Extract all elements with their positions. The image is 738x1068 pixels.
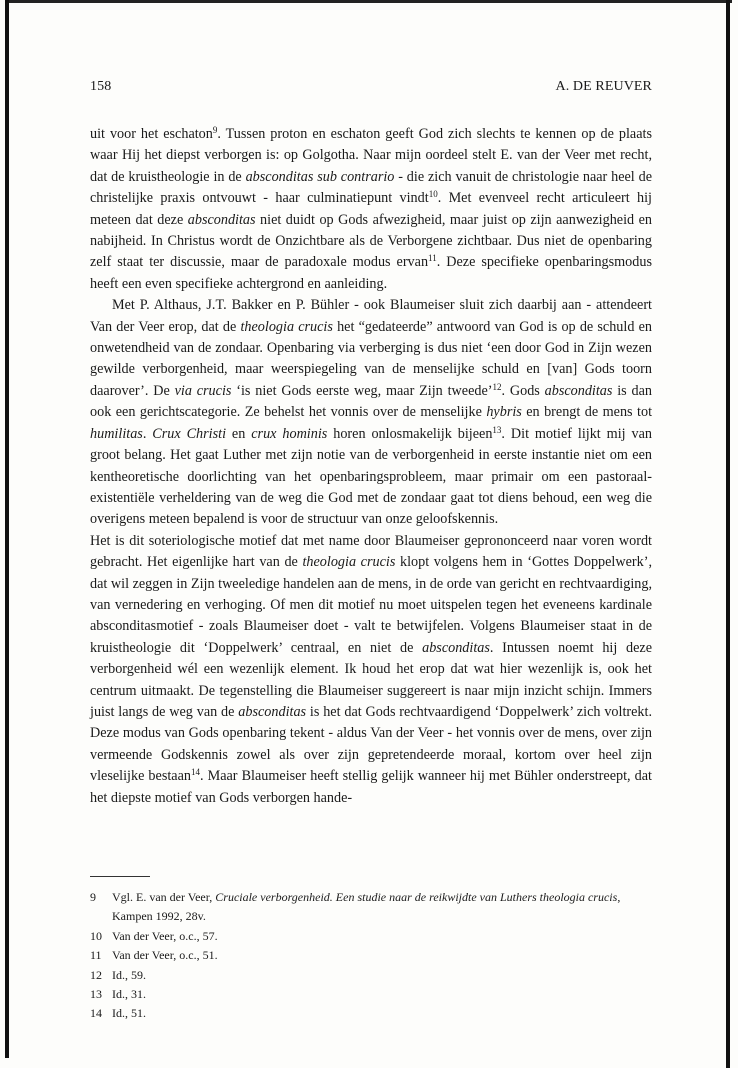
paragraph <box>90 531 652 809</box>
text-run: het “gedateerde” antwoord van God is op de schuld en onwetendheid van de zondaar. Openbaring via verberging is dus niet ‘een door God in Zijn wezen gewilde verborgenheid, maar weerspiegeling van de menselijke schuld en [van] Gods toorn daarover’. De <box>90 318 652 399</box>
running-head-author: A. DE REUVER <box>555 79 652 94</box>
footnote <box>90 985 652 1004</box>
footnote <box>90 888 652 927</box>
text-run: is dan ook een gerichtscategorie. Ze behelst het vonnis over de menselijke <box>90 382 652 421</box>
text-run: . Gods <box>501 382 545 399</box>
footnote-rule <box>90 876 150 877</box>
text-run: ‘is niet Gods eerste weg, maar Zijn tweede’ <box>231 382 493 399</box>
text-run: Id., 51. <box>112 1006 146 1021</box>
footnote-ref: 13 <box>492 424 502 435</box>
footnote-number: 14 <box>90 1006 102 1021</box>
footnote <box>90 1004 652 1023</box>
text-run: klopt volgens hem in ‘Gottes Doppelwerk’, dat wil zeggen in Zijn tweeledige handelen aan de mens, in de orde van gericht en rechtvaardiging, van vernedering en verhoging. Of men dit motief nu moet uitspelen tegen het eveneens kardinale absconditasmotief - zoals Blaumeiser doet - valt te betwijfelen. Volgens Blaumeiser staat in de kruistheologie dit ‘Doppelwerk’ centraal, en niet de <box>90 554 652 656</box>
text-run: horen onlosmakelijk bijeen <box>327 425 493 442</box>
footnote <box>90 966 652 985</box>
text-run: - die zich vanuit de christologie naar heel de christelijke praxis ontvouwt - haar culminatiepunt vindt <box>90 168 652 207</box>
footnote-text <box>112 1006 146 1020</box>
text-run: Het is dit soteriologische motief dat met name door Blaumeiser geprononceerd naar voren wordt gebracht. Het eigenlijke hart van de <box>90 532 652 571</box>
scan-right-border <box>726 0 730 1068</box>
text-run: uit voor het eschaton <box>90 126 213 142</box>
footnote-text <box>112 948 218 962</box>
text-run: . Met evenveel recht articuleert hij meteen dat deze <box>90 190 652 228</box>
footnote-ref: 12 <box>492 381 502 392</box>
text-run: en brengt de mens tot <box>521 404 653 421</box>
text-run: . Intussen noemt hij deze verborgenheid wél een wezenlijk element. Ik houd het erop dat wat hier wezenlijk is, ook het centrum uitmaakt. De tegenstelling die Blaumeiser suggereert is naar mijn inzicht schijn. Immers juist langs de weg van de <box>90 639 652 720</box>
footnote-text <box>112 987 146 1001</box>
footnote-text <box>112 929 218 943</box>
footnote <box>90 927 652 946</box>
text-run: Vgl. E. van der Veer, <box>112 890 216 904</box>
paragraph <box>90 124 652 295</box>
italic-term: Cruciale verborgenheid. Een studie naar de reikwijdte van Luthers theologia crucis <box>215 890 618 904</box>
text-run: . Dit motief lijkt mij van groot belang. Het gaat Luther met zijn notie van de verborgenheid in eerste instantie niet om een kentheoretische doorlichting van het openbaringsprobleem, maar primair om een pastoraal-existentiële verheldering van de weg die God met de zondaar gaat tot diens behoud, een weg die overigens meteen bepalend is voor de structuur van onze geloofskennis. <box>90 425 652 528</box>
italic-term: humilitas <box>90 425 143 442</box>
text-run: . Deze specifieke openbaringsmodus heeft een even specifieke achtergrond en aanleiding. <box>90 254 652 292</box>
footnote-text <box>112 890 620 923</box>
footnote-ref: 9 <box>212 125 218 135</box>
italic-term: absconditas <box>422 639 490 656</box>
text-run: is het dat Gods rechtvaardigend ‘Doppelwerk’ zich voltrekt. Deze modus van Gods openbaring tekent - aldus Van der Veer - het vonnis over de mens, over zijn vermeende Godskennis zowel als over zijn gepretendeerde moraal, kortom over heel zijn vleselijke bestaan <box>90 703 653 785</box>
text-run: Id., 31. <box>112 987 146 1002</box>
running-header <box>90 79 652 99</box>
footnotes <box>90 888 652 1024</box>
footnote <box>90 946 652 965</box>
italic-term: absconditas <box>544 382 613 399</box>
footnote-number: 10 <box>90 928 102 943</box>
footnote-text <box>112 968 146 982</box>
text-run: Id., 59. <box>112 967 146 982</box>
footnote-ref: 14 <box>190 767 200 778</box>
italic-term: absconditas <box>238 703 307 720</box>
footnote-number: 13 <box>90 987 102 1002</box>
footnote-ref: 11 <box>428 253 437 264</box>
italic-term: crux hominis <box>251 425 328 442</box>
text-run: Van der Veer, o.c., 57. <box>112 928 218 943</box>
italic-term: via crucis <box>174 382 232 399</box>
text-run: Van der Veer, o.c., 51. <box>112 948 218 963</box>
scan-left-border <box>5 0 9 1058</box>
footnote-number: 9 <box>90 890 96 904</box>
page-number: 158 <box>90 79 112 94</box>
italic-term: Crux Christi <box>152 425 227 442</box>
text-run: . <box>142 425 153 442</box>
text-run: , Kampen 1992, 28v. <box>112 890 621 924</box>
scan-top-border <box>5 0 732 3</box>
body-text <box>90 124 652 809</box>
text-run: Met P. Althaus, J.T. Bakker en P. Bühler - ook Blaumeiser sluit zich daarbij aan - attendeert Van der Veer erop, dat de <box>90 297 652 335</box>
footnote-ref: 10 <box>428 189 438 200</box>
text-run: . Tussen proton en eschaton geeft God zich slechts te kennen op de plaats waar Hij het diepst verborgen is: op Golgotha. Naar mijn oordeel stelt E. van der Veer met recht, dat de kruistheologie in de <box>90 126 652 185</box>
text-run: . Maar Blaumeiser heeft stellig gelijk wanneer hij met Bühler onderstreept, dat het diepste motief van Gods verborgen hande- <box>90 768 652 806</box>
text-run: en <box>226 425 252 442</box>
paragraph <box>90 295 652 530</box>
italic-term: absconditas sub contrario <box>245 168 395 185</box>
italic-term: theologia crucis <box>240 318 333 335</box>
italic-term: hybris <box>486 404 522 421</box>
footnote-number: 11 <box>90 948 102 963</box>
italic-term: theologia crucis <box>302 554 396 571</box>
italic-term: absconditas <box>187 211 256 228</box>
text-run: niet duidt op Gods afwezigheid, maar juist op zijn aanwezigheid en nabijheid. In Christus wordt de Onzichtbare als de Verborgene zichtbaar. Dus niet de openbaring zelf staat ter discussie, maar de paradoxale modus ervan <box>90 211 652 271</box>
footnote-number: 12 <box>90 967 102 982</box>
